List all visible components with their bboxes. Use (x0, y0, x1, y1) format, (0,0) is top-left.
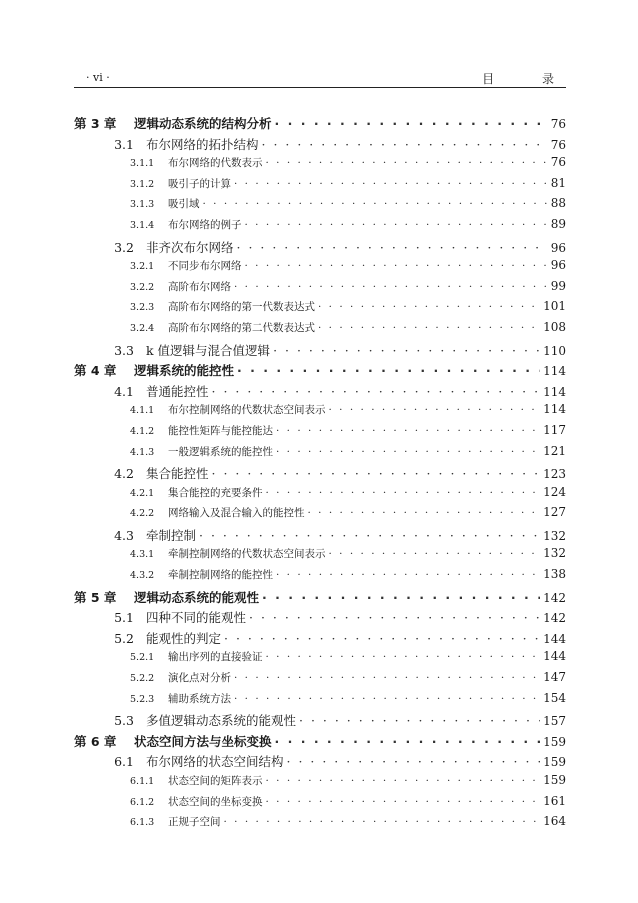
toc-entry-number: 6.1 (114, 754, 134, 770)
toc-entry-title: 四种不同的能观性 (146, 610, 247, 626)
toc-entry-title: 牵制控制 (146, 527, 197, 543)
dot-leader (266, 651, 541, 663)
toc-entry-number: 第 6 章 (74, 733, 117, 749)
toc-entry-section[interactable] (74, 135, 566, 156)
toc-entry-page: 110 (543, 343, 566, 358)
toc-entry-section[interactable] (74, 711, 566, 732)
toc-entry-title: 逻辑动态系统的结构分析 (134, 116, 272, 131)
toc-entry-page: 114 (543, 364, 566, 379)
toc-entry-title: 辅助系统方法 (168, 692, 231, 705)
toc-entry-sub[interactable] (74, 279, 566, 300)
toc-entry-page: 124 (543, 484, 566, 499)
toc-entry-page: 96 (550, 240, 566, 255)
toc-entry-sub[interactable] (74, 155, 566, 176)
toc-entry-page: 142 (543, 611, 566, 626)
toc-entry-page: 142 (543, 590, 566, 605)
toc-entry-sub[interactable] (74, 670, 566, 691)
toc-entry-chapter[interactable] (74, 114, 566, 135)
toc-entry-title: 演化点对分析 (168, 672, 231, 685)
toc-entry-title: 布尔控制网络的代数状态空间表示 (168, 404, 326, 417)
toc-entry-page: 76 (550, 155, 566, 170)
toc-entry-number: 3.2.2 (130, 281, 155, 293)
toc-entry-page: 76 (550, 137, 566, 152)
dot-leader (276, 446, 540, 458)
toc-entry-number: 3.2.3 (130, 302, 155, 314)
toc-entry-number: 4.2.1 (130, 487, 155, 499)
dot-leader (224, 631, 540, 646)
toc-entry-sub[interactable] (74, 567, 566, 588)
dot-leader (329, 404, 541, 416)
toc-entry-number: 4.1.1 (130, 405, 155, 417)
toc-entry-title: 一般逻辑系统的能控性 (168, 445, 273, 458)
toc-entry-title: 高阶布尔网络的第二代数表达式 (168, 321, 315, 334)
toc-entry-title: 高阶布尔网络 (168, 280, 231, 293)
toc-entry-title: 牵制控制网络的能控性 (168, 569, 273, 582)
toc-entry-title: 状态空间的坐标变换 (168, 795, 263, 808)
dot-leader (273, 343, 540, 358)
toc-entry-sub[interactable] (74, 691, 566, 712)
toc-entry-number: 4.1 (114, 383, 134, 399)
toc-entry-title: 多值逻辑动态系统的能观性 (146, 713, 297, 729)
table-of-contents (74, 114, 566, 835)
toc-entry-title: 能控性矩阵与能控能达 (168, 424, 273, 437)
dot-leader (276, 569, 540, 581)
toc-entry-title: 普通能控性 (146, 383, 209, 399)
toc-entry-page: 99 (550, 278, 566, 293)
toc-entry-page: 154 (543, 690, 566, 705)
toc-entry-number: 3.2.1 (130, 261, 155, 273)
dot-leader (275, 734, 541, 749)
toc-entry-page: 144 (543, 631, 566, 646)
toc-entry-chapter[interactable] (74, 361, 566, 382)
toc-entry-title: 吸引域 (168, 198, 200, 211)
toc-entry-sub[interactable] (74, 814, 566, 835)
toc-entry-number: 4.2 (114, 466, 134, 482)
toc-entry-page: 159 (543, 755, 566, 770)
toc-entry-number: 5.2.2 (130, 673, 155, 685)
toc-entry-number: 5.3 (114, 713, 134, 729)
toc-entry-number: 4.1.2 (130, 425, 155, 437)
toc-entry-page: 164 (543, 814, 566, 829)
dot-leader (199, 528, 540, 543)
toc-entry-title: 能观性的判定 (146, 630, 222, 646)
toc-entry-title: 高阶布尔网络的第一代数表达式 (168, 301, 315, 314)
toc-entry-number: 4.3 (114, 527, 134, 543)
toc-entry-title: 逻辑动态系统的能观性 (134, 589, 260, 605)
toc-entry-title: 网络输入及混合输入的能控性 (168, 507, 305, 520)
dot-leader (266, 796, 541, 808)
toc-entry-title: 集合能控性 (146, 466, 209, 482)
toc-entry-number: 3.3 (114, 342, 134, 358)
toc-entry-number: 4.3.2 (130, 570, 155, 582)
dot-leader (266, 487, 541, 499)
dot-leader (275, 116, 548, 131)
toc-entry-title: k 值逻辑与混合值逻辑 (146, 342, 271, 358)
dot-leader (249, 610, 540, 625)
toc-entry-number: 3.1 (114, 136, 134, 152)
toc-entry-number: 3.1.2 (130, 178, 155, 190)
toc-entry-title: 状态空间方法与坐标变换 (134, 733, 272, 749)
dot-leader (276, 425, 540, 437)
toc-entry-page: 132 (543, 528, 566, 543)
dot-leader (245, 260, 548, 272)
toc-entry-section[interactable] (74, 238, 566, 259)
toc-entry-sub[interactable] (74, 423, 566, 444)
toc-entry-section[interactable] (74, 464, 566, 485)
toc-entry-section[interactable] (74, 752, 566, 773)
toc-entry-title: 不同步布尔网络 (168, 260, 242, 273)
toc-entry-page: 81 (550, 175, 566, 190)
dot-leader (287, 754, 541, 769)
toc-entry-sub[interactable] (74, 320, 566, 341)
toc-entry-title: 非齐次布尔网络 (146, 239, 234, 255)
dot-leader (266, 157, 548, 169)
toc-entry-title: 状态空间的矩阵表示 (168, 775, 263, 787)
toc-entry-page: 127 (543, 505, 566, 520)
dot-leader (224, 816, 541, 828)
toc-entry-number: 6.1.2 (130, 796, 155, 808)
toc-entry-section[interactable] (74, 341, 566, 362)
toc-entry-title: 输出序列的直接验证 (168, 651, 263, 664)
toc-entry-page: 114 (543, 402, 566, 417)
dot-leader (308, 507, 541, 519)
dot-leader (245, 219, 548, 231)
toc-entry-title: 布尔网络的例子 (168, 218, 242, 231)
toc-entry-chapter[interactable] (74, 732, 566, 753)
toc-entry-number: 4.3.1 (130, 549, 155, 561)
dot-leader (237, 363, 540, 378)
running-head: 目 录 (482, 72, 576, 86)
toc-entry-number: 第 4 章 (74, 363, 117, 379)
toc-entry-sub[interactable] (74, 773, 566, 794)
toc-entry-number: 5.2 (114, 630, 134, 646)
dot-leader (262, 137, 548, 152)
toc-entry-page: 108 (543, 319, 566, 334)
toc-entry-title: 正规子空间 (168, 816, 221, 829)
toc-entry-page: 76 (550, 117, 566, 131)
toc-entry-page: 138 (543, 567, 566, 582)
toc-entry-sub[interactable] (74, 444, 566, 465)
toc-entry-page: 157 (543, 714, 566, 729)
dot-leader (212, 384, 541, 399)
toc-entry-title: 集合能控的充要条件 (168, 486, 263, 499)
toc-entry-number: 3.2 (114, 239, 134, 255)
toc-entry-page: 161 (543, 793, 566, 808)
toc-entry-sub[interactable] (74, 546, 566, 567)
toc-entry-number: 5.2.1 (130, 652, 155, 664)
toc-entry-page: 159 (543, 734, 566, 749)
dot-leader (329, 548, 541, 560)
toc-entry-number: 4.2.2 (130, 508, 155, 520)
toc-entry-page: 101 (543, 299, 566, 314)
toc-entry-sub[interactable] (74, 217, 566, 238)
toc-entry-sub[interactable] (74, 485, 566, 506)
toc-entry-page: 132 (543, 546, 566, 561)
toc-entry-page: 114 (543, 384, 566, 399)
toc-entry-number: 3.2.4 (130, 322, 155, 334)
toc-entry-number: 6.1.3 (130, 817, 155, 829)
toc-entry-page: 96 (550, 258, 566, 273)
toc-entry-number: 第 3 章 (74, 116, 117, 131)
dot-leader (318, 322, 540, 334)
toc-entry-title: 布尔网络的状态空间结构 (146, 754, 284, 770)
dot-leader (234, 281, 548, 293)
toc-entry-number: 3.1.3 (130, 199, 155, 211)
dot-leader (237, 240, 548, 255)
toc-entry-title: 牵制控制网络的代数状态空间表示 (168, 548, 326, 561)
dot-leader (234, 672, 540, 684)
page-header (74, 68, 576, 88)
toc-entry-section[interactable] (74, 629, 566, 650)
toc-entry-chapter[interactable] (74, 588, 566, 609)
toc-entry-page: 88 (550, 196, 566, 211)
toc-entry-title: 布尔网络的代数表示 (168, 157, 263, 170)
toc-entry-page: 144 (543, 649, 566, 664)
dot-leader (299, 713, 540, 728)
toc-entry-section[interactable] (74, 382, 566, 403)
toc-entry-sub[interactable] (74, 794, 566, 815)
toc-entry-number: 3.1.4 (130, 219, 155, 231)
toc-entry-page: 121 (543, 443, 566, 458)
toc-entry-page: 147 (543, 670, 566, 685)
toc-entry-sub[interactable] (74, 176, 566, 197)
toc-entry-number: 5.2.3 (130, 693, 155, 705)
dot-leader (234, 178, 548, 190)
toc-entry-sub[interactable] (74, 402, 566, 423)
dot-leader (203, 198, 548, 210)
toc-entry-title: 吸引子的计算 (168, 177, 231, 190)
toc-entry-number: 第 5 章 (74, 589, 117, 605)
dot-leader (234, 693, 540, 705)
toc-entry-sub[interactable] (74, 196, 566, 217)
toc-entry-sub[interactable] (74, 299, 566, 320)
toc-entry-number: 4.1.3 (130, 446, 155, 458)
toc-entry-title: 布尔网络的拓扑结构 (146, 136, 259, 152)
dot-leader (212, 466, 541, 481)
dot-leader (262, 590, 540, 605)
toc-entry-page: 117 (543, 422, 566, 437)
toc-entry-section[interactable] (74, 608, 566, 629)
toc-entry-number: 6.1.1 (130, 776, 155, 787)
toc-entry-section[interactable] (74, 526, 566, 547)
dot-leader (266, 775, 541, 787)
dot-leader (318, 301, 540, 313)
toc-entry-page: 123 (543, 467, 566, 482)
toc-entry-page: 89 (550, 216, 566, 231)
toc-entry-number: 5.1 (114, 610, 134, 626)
toc-entry-sub[interactable] (74, 258, 566, 279)
toc-entry-title: 逻辑系统的能控性 (134, 363, 235, 379)
toc-entry-number: 3.1.1 (130, 158, 155, 170)
toc-entry-sub[interactable] (74, 649, 566, 670)
toc-entry-sub[interactable] (74, 505, 566, 526)
page-number-label: · vi · (86, 71, 110, 84)
toc-entry-page: 159 (543, 773, 566, 787)
